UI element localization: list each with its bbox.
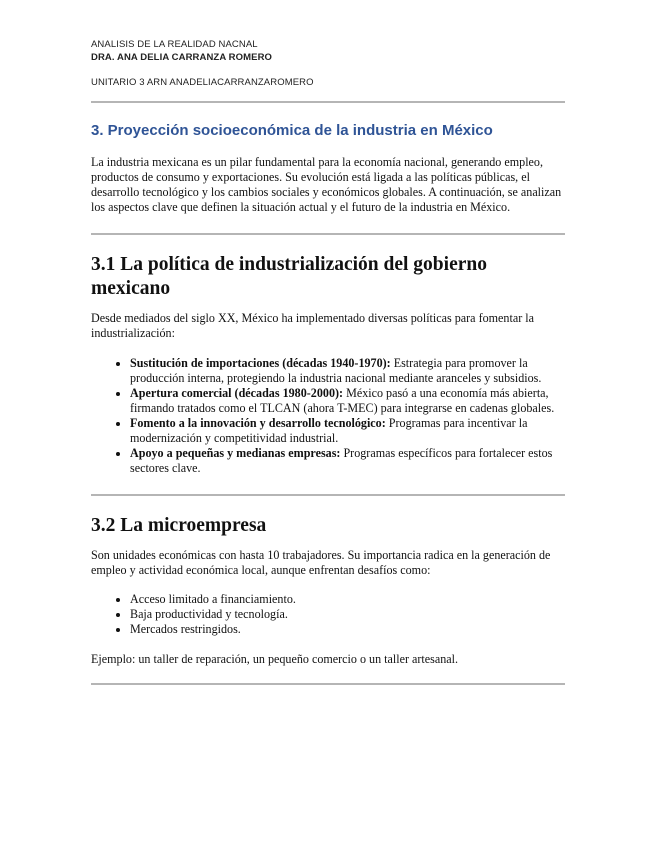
list-item-term: Apoyo a pequeñas y medianas empresas: xyxy=(130,446,341,460)
challenges-list xyxy=(91,592,565,637)
list-item-term: Fomento a la innovación y desarrollo tecnológico: xyxy=(130,416,386,430)
section-3-title: 3. Proyección socioeconómica de la industria en México xyxy=(91,122,493,139)
list-item-text: Estrategia para promover la producción interna, protegiendo la industria nacional mediante aranceles y subsidios. xyxy=(130,356,542,385)
list-item-text: Programas para incentivar la modernización y competitividad industrial. xyxy=(130,416,528,445)
section-3-intro: La industria mexicana es un pilar fundamental para la economía nacional, generando empleo, productos de consumo y exportaciones. Su evolución está ligada a las políticas públicas, el desarrollo tecnológico y los cambios sociales y económicos globales. A continuación, se analizan los aspectos clave que definen la situación actual y el futuro de la industria en México. xyxy=(91,155,562,214)
list-item xyxy=(130,386,565,416)
list-item: • Acceso limitado a financiamiento. xyxy=(130,592,565,607)
section-3-1-intro: Desde mediados del siglo XX, México ha implementado diversas políticas para fomentar la industrialización: xyxy=(91,311,534,340)
header-unit: UNITARIO 3 ARN ANADELIACARRANZAROMERO xyxy=(91,77,314,88)
section-3-2-title: 3.2 La microempresa xyxy=(91,515,267,536)
document-page xyxy=(91,38,565,685)
header-author: DRA. ANA DELIA CARRANZA ROMERO xyxy=(91,52,273,63)
list-item xyxy=(130,446,565,476)
list-item: • Mercados restringidos. xyxy=(130,622,565,637)
list-item-term: Apertura comercial (décadas 1980-2000): xyxy=(130,386,344,400)
list-item-text: México pasó a una economía más abierta, firmando tratados como el TLCAN (ahora T-MEC) para integrarse en cadenas globales. xyxy=(130,386,555,415)
section-3-2-example: Ejemplo: un taller de reparación, un pequeño comercio o un taller artesanal. xyxy=(91,652,459,666)
section-3-2-intro: Son unidades económicas con hasta 10 trabajadores. Su importancia radica en la generación de empleo y actividad económica local, aunque enfrentan desafíos como: xyxy=(91,548,551,577)
list-item xyxy=(130,356,565,386)
policy-list xyxy=(91,356,565,476)
header-course: ANALISIS DE LA REALIDAD NACNAL xyxy=(91,39,258,50)
list-item: • Baja productividad y tecnología. xyxy=(130,607,565,622)
list-item-term: Sustitución de importaciones (décadas 1940-1970): xyxy=(130,356,391,370)
list-item xyxy=(130,416,565,446)
list-item-text: Programas específicos para fortalecer estos sectores clave. xyxy=(130,446,553,475)
divider xyxy=(91,683,565,685)
section-3-1-title: 3.1 La política de industrialización del gobierno mexicano xyxy=(91,254,487,299)
